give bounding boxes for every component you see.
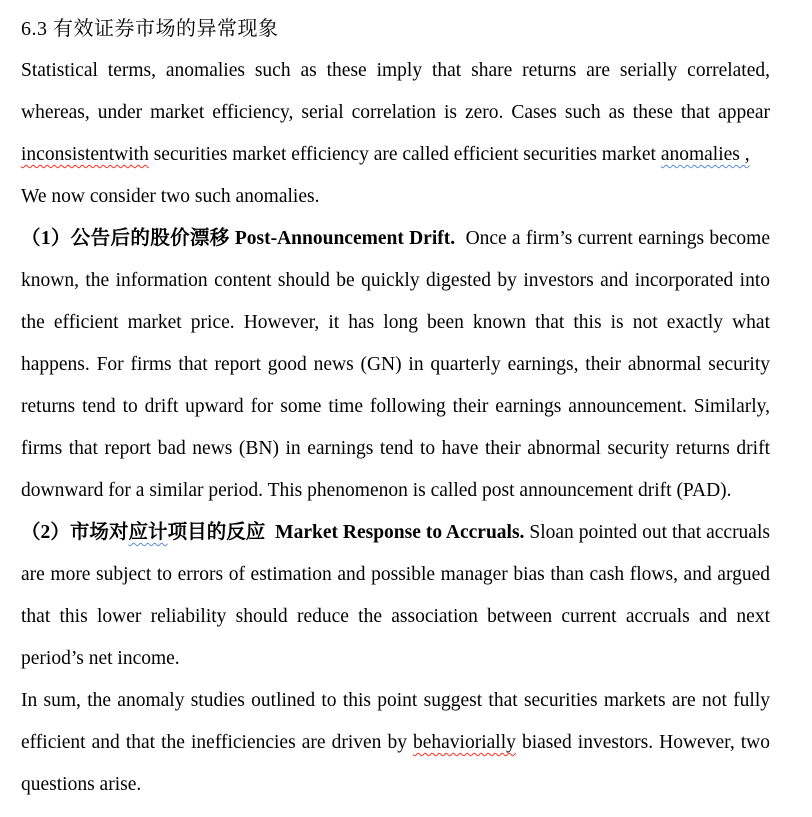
section-heading: 6.3 有效证券市场的异常现象 <box>21 18 279 40</box>
text-run: Statistical terms, anomalies such as these imply that share returns are serially correlated, whereas, under market efficiency, serial correlation is zero. Cases such as these that appear <box>21 60 770 123</box>
grammar-underline-yingji: 应计 <box>128 522 168 543</box>
misspelling-underline-inconsistentwith: inconsistentwith <box>21 144 149 165</box>
grammar-underline-anomalies: anomalies , <box>660 144 750 165</box>
text-run: biased investors. However, two questions arise. <box>21 732 770 795</box>
bold-run-heading-1: （1）公告后的股价漂移 Post-Announcement Drift. <box>21 228 456 249</box>
paragraph-market-response-accruals <box>21 512 770 680</box>
text-run: securities market efficiency are called efficient securities market <box>148 144 661 165</box>
text-run: In sum, the anomaly studies outlined to this point suggest that securities markets are not fully efficient and that the inefficiencies are driven by <box>21 690 770 753</box>
text-run: Sloan pointed out that accruals are more subject to errors of estimation and possible manager bias than cash flows, and argued that this lower reliability should reduce the association between current accruals and next period’s net income. <box>21 522 770 669</box>
paragraph-in-sum <box>21 680 770 806</box>
text-run: Once a firm’s current earnings become known, the information content should be quickly digested by investors and incorporated into the efficient market price. However, it has long been known that this is not exactly what happens. For firms that report good news (GN) in quarterly earnings, their abnormal security returns tend to drift upward for some time following their earnings announcement. Similarly, firms that report bad news (BN) in earnings tend to have their abnormal security returns drift downward for a similar period. This phenomenon is called post announcement drift (PAD). <box>21 228 770 501</box>
bold-run-heading-2: （2）市场对 <box>21 522 129 543</box>
paragraph-two-anomalies <box>21 176 770 218</box>
bold-run-heading-2-cont: 项目的反应 Market Response to Accruals. <box>167 522 525 543</box>
misspelling-underline-behaviorially: behaviorially <box>413 732 516 753</box>
paragraph-serial-correlation <box>21 50 770 176</box>
paragraph-post-announcement-drift <box>21 218 770 512</box>
text-run: We now consider two such anomalies. <box>21 186 320 207</box>
